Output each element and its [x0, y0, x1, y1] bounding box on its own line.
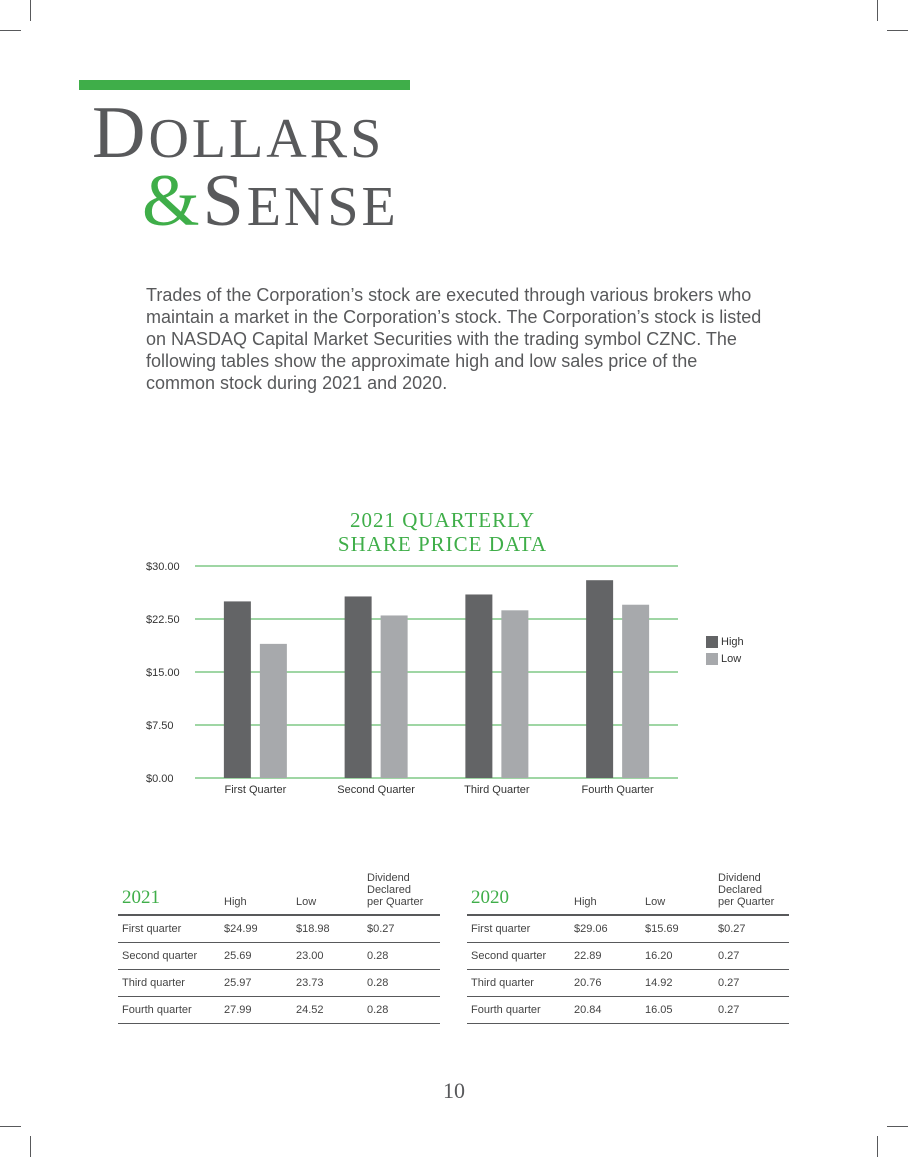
y-tick-label: $7.50 — [146, 720, 174, 732]
stock-table-2020 — [467, 872, 789, 1024]
bar-high-1 — [224, 601, 251, 778]
stock-table-2021 — [118, 872, 440, 1024]
table-row: Third quarter 20.76 14.92 0.27 — [467, 970, 789, 997]
chart-legend — [706, 633, 744, 667]
title-rest: OLLARS — [148, 108, 385, 170]
table-row: Fourth quarter 27.99 24.52 0.28 — [118, 997, 440, 1024]
bar-high-4 — [586, 580, 613, 778]
y-tick-label: $22.50 — [146, 614, 180, 626]
chart-title-line: SHARE PRICE DATA — [337, 532, 548, 556]
bar-low-2 — [381, 615, 408, 778]
column-header-dividend: Dividend Declared per Quarter — [718, 872, 775, 908]
table-header-row — [467, 872, 789, 915]
bar-high-2 — [345, 596, 372, 778]
bar-low-4 — [622, 605, 649, 778]
table-year: 2021 — [122, 887, 160, 908]
y-tick-label: $0.00 — [146, 773, 174, 785]
legend-item — [706, 650, 744, 667]
x-tick-label: Third Quarter — [464, 784, 530, 796]
legend-swatch — [706, 636, 718, 648]
legend-item — [706, 633, 744, 650]
table-row: First quarter $29.06 $15.69 $0.27 — [467, 915, 789, 943]
bar-low-3 — [501, 610, 528, 778]
crop-mark — [887, 1126, 908, 1127]
table-year: 2020 — [471, 887, 509, 908]
title-rest: ENSE — [246, 176, 399, 238]
legend-label: High — [721, 635, 744, 648]
table-row: Fourth quarter 20.84 16.05 0.27 — [467, 997, 789, 1024]
column-header-low: Low — [296, 896, 317, 908]
intro-paragraph: Trades of the Corporation’s stock are executed through various brokers who maintain a market in the Corporation’s stock. The Corporation’s stock is listed on NASDAQ Capital Market Securities with the trading symbol CZNC. The following tables show the approximate high and low sales price of the common stock during 2021 and 2020. — [146, 285, 762, 393]
crop-mark — [877, 1136, 878, 1157]
crop-mark — [30, 1136, 31, 1157]
crop-mark — [0, 1126, 21, 1127]
column-header-high: High — [574, 896, 597, 908]
bar-high-3 — [465, 594, 492, 778]
legend-swatch — [706, 653, 718, 665]
y-tick-label: $15.00 — [146, 667, 180, 679]
bar-low-1 — [260, 644, 287, 778]
title-ampersand: & — [142, 160, 203, 242]
title-cap: S — [202, 160, 247, 242]
table-row: Second quarter 22.89 16.20 0.27 — [467, 943, 789, 970]
column-header-high: High — [224, 896, 247, 908]
legend-label: Low — [721, 652, 742, 665]
title-cap: D — [92, 92, 149, 174]
chart-title-line: 2021 QUARTERLY — [349, 508, 536, 532]
x-tick-label: First Quarter — [224, 784, 287, 796]
table-row: Third quarter 25.97 23.73 0.28 — [118, 970, 440, 997]
column-header-low: Low — [645, 896, 666, 908]
y-tick-label: $30.00 — [146, 561, 180, 573]
table-header-row — [118, 872, 440, 915]
page-number: 10 — [443, 1078, 465, 1103]
table-row: Second quarter 25.69 23.00 0.28 — [118, 943, 440, 970]
x-tick-label: Fourth Quarter — [581, 784, 654, 796]
table-row: First quarter $24.99 $18.98 $0.27 — [118, 915, 440, 943]
x-tick-label: Second Quarter — [337, 784, 415, 796]
column-header-dividend: Dividend Declared per Quarter — [367, 872, 424, 908]
